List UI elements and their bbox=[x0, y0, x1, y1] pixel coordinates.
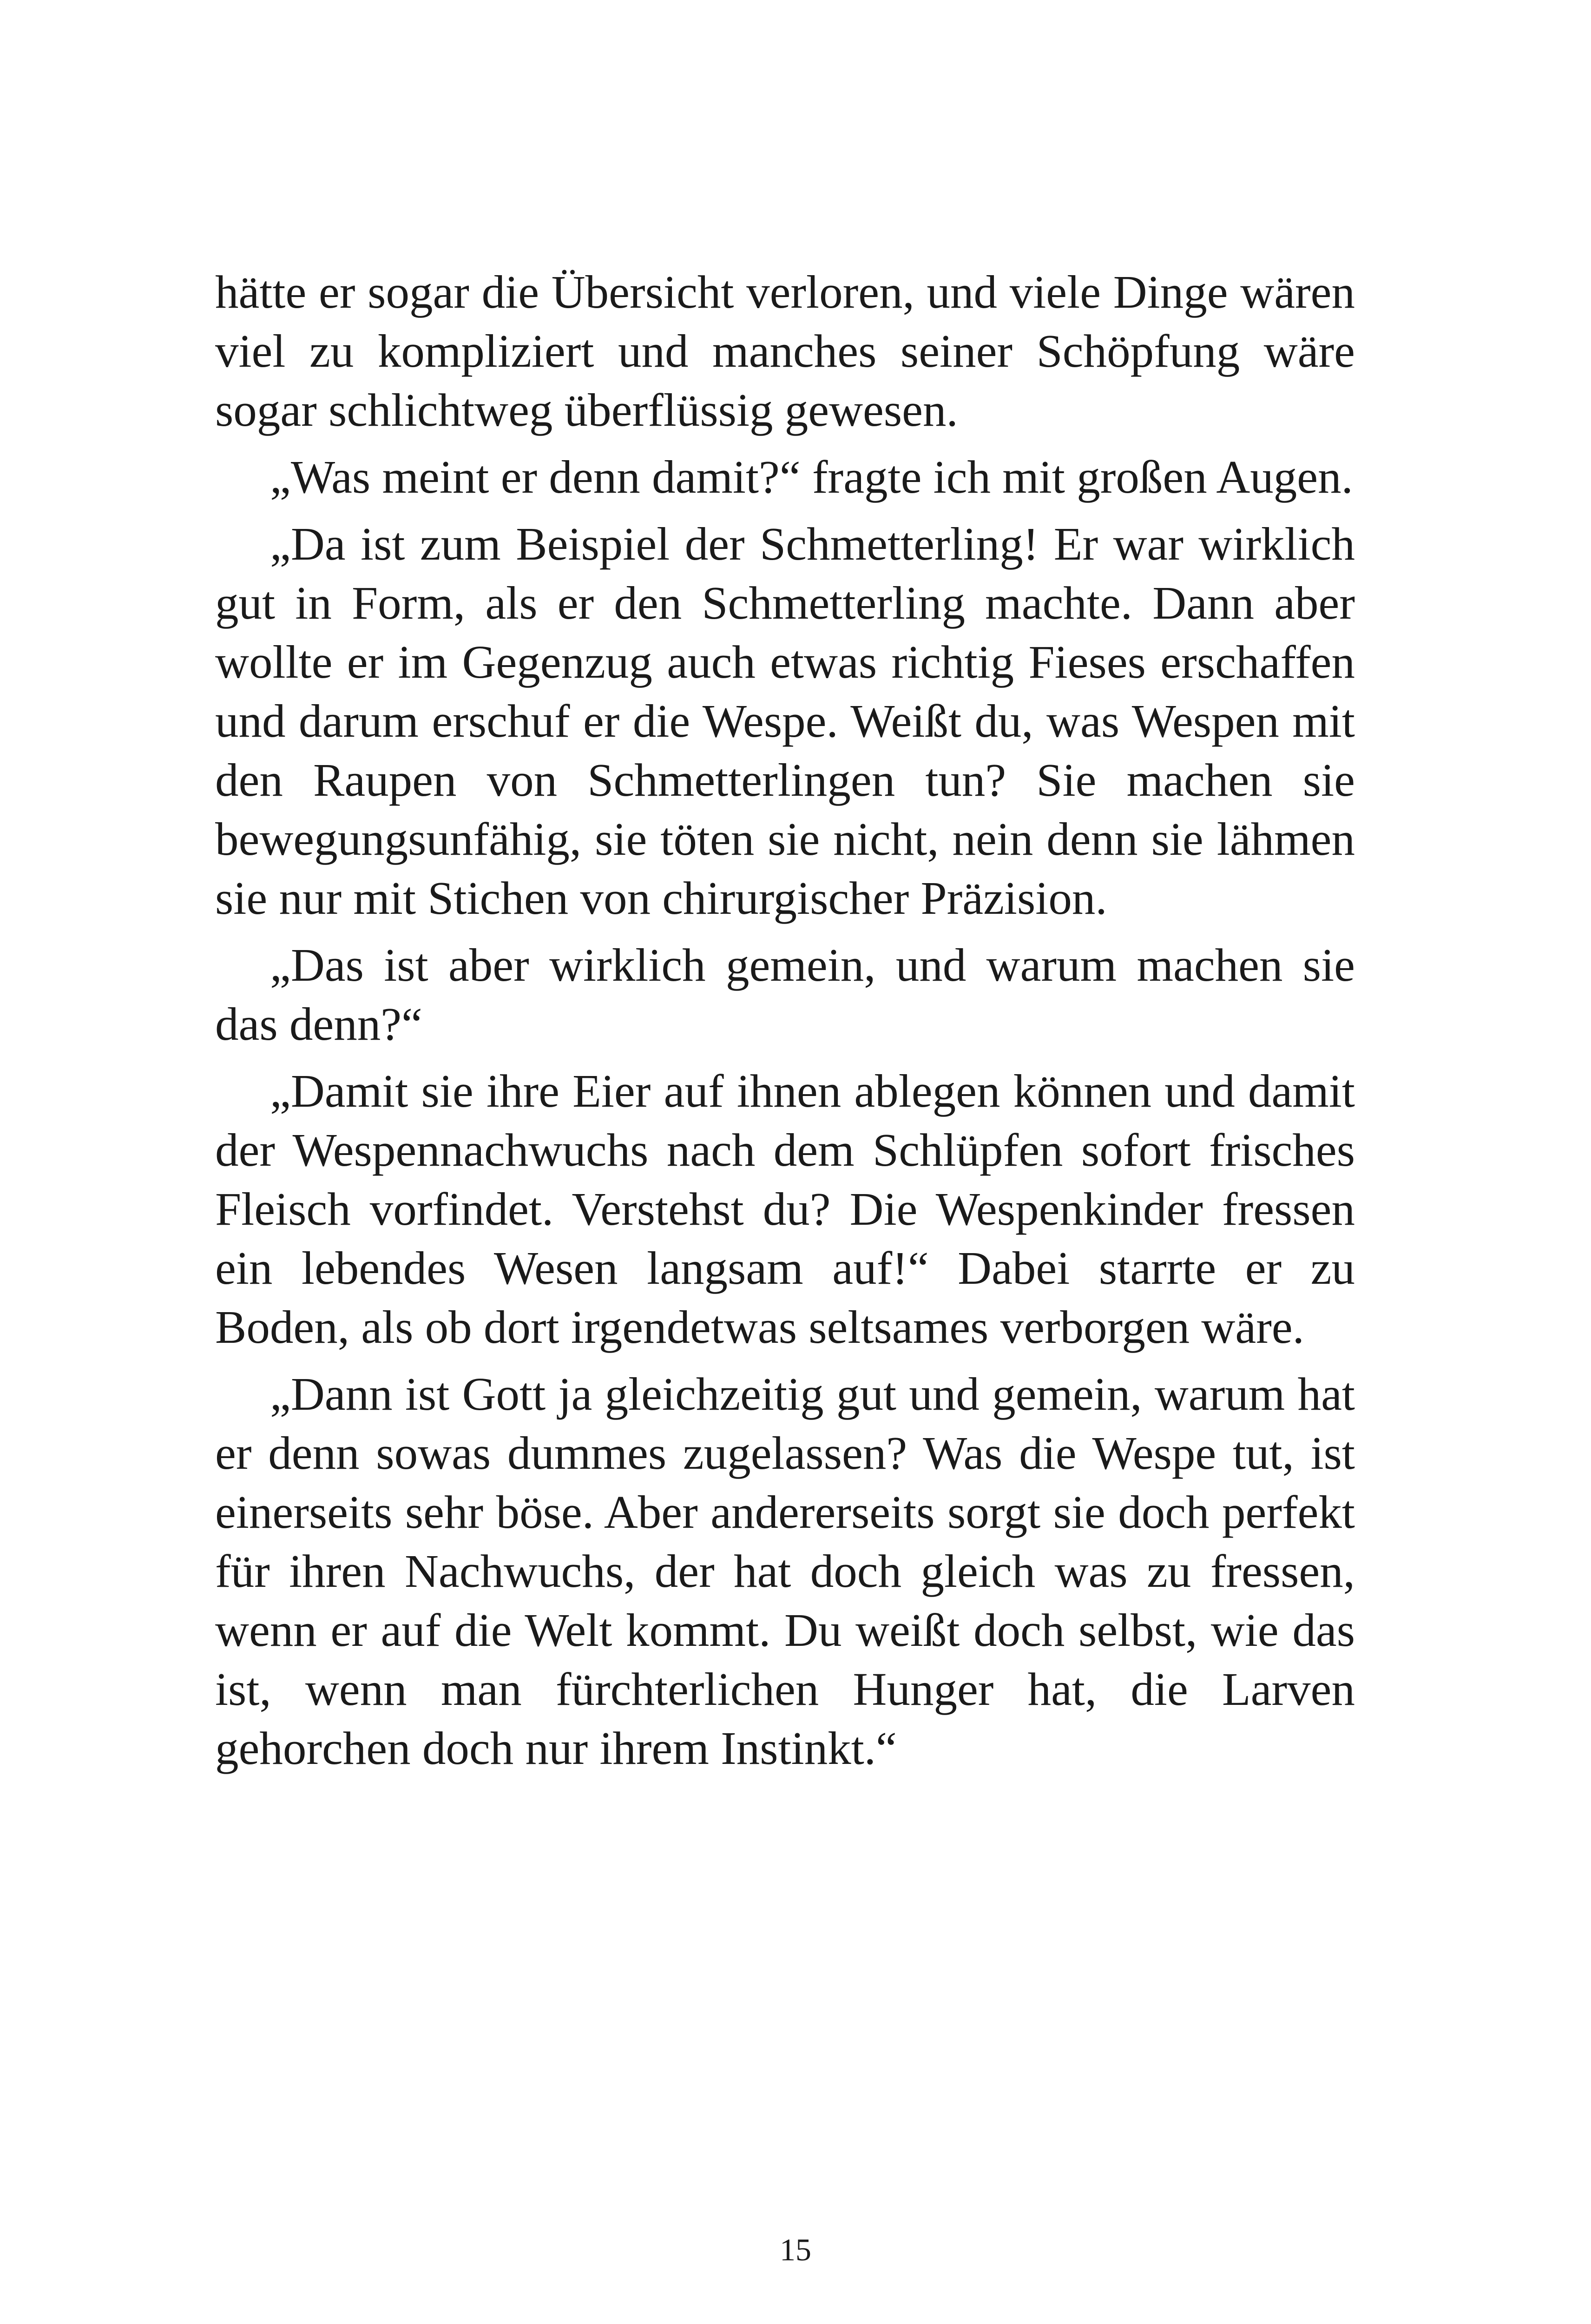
paragraph: „Dann ist Gott ja gleichzeitig gut und gemein, warum hat er denn sowas dummes zugelassen? Was die Wespe tut, ist einerseits sehr böse. Aber andererseits sorgt sie doch perfekt für ihren Nachwuchs, der hat doch gleich was zu fressen, wenn er auf die Welt kommt. Du weißt doch selbst, wie das ist, wenn man fürchterlichen Hunger hat, die Larven gehorchen doch nur ihrem Instinkt.“ bbox=[215, 1368, 1355, 1774]
page-number: 15 bbox=[780, 2232, 811, 2267]
body-text bbox=[215, 263, 1355, 1786]
paragraph: „Das ist aber wirklich gemein, und warum machen sie das denn?“ bbox=[215, 939, 1355, 1050]
paragraph: „Da ist zum Beispiel der Schmetterling! Er war wirklich gut in Form, als er den Schmetterling machte. Dann aber wollte er im Gegenzug auch etwas richtig Fieses erschaffen und darum erschuf er die Wespe. Weißt du, was Wespen mit den Raupen von Schmetterlingen tun? Sie machen sie bewegungsunfähig, sie töten sie nicht, nein denn sie lähmen sie nur mit Stichen von chirurgischer Präzision. bbox=[215, 518, 1355, 924]
paragraph: hätte er sogar die Übersicht verloren, und viele Dinge wären viel zu kompliziert und manches seiner Schöpfung wäre sogar schlichtweg überflüssig gewesen. bbox=[215, 266, 1355, 436]
paragraph: „Damit sie ihre Eier auf ihnen ablegen können und damit der Wespennachwuchs nach dem Schlüpfen sofort frisches Fleisch vorfindet. Verstehst du? Die Wespenkinder fressen ein lebendes Wesen langsam auf!“ Dabei starrte er zu Boden, als ob dort irgendetwas seltsames verborgen wäre. bbox=[215, 1065, 1355, 1353]
paragraph: „Was meint er denn damit?“ fragte ich mit großen Augen. bbox=[270, 451, 1353, 503]
